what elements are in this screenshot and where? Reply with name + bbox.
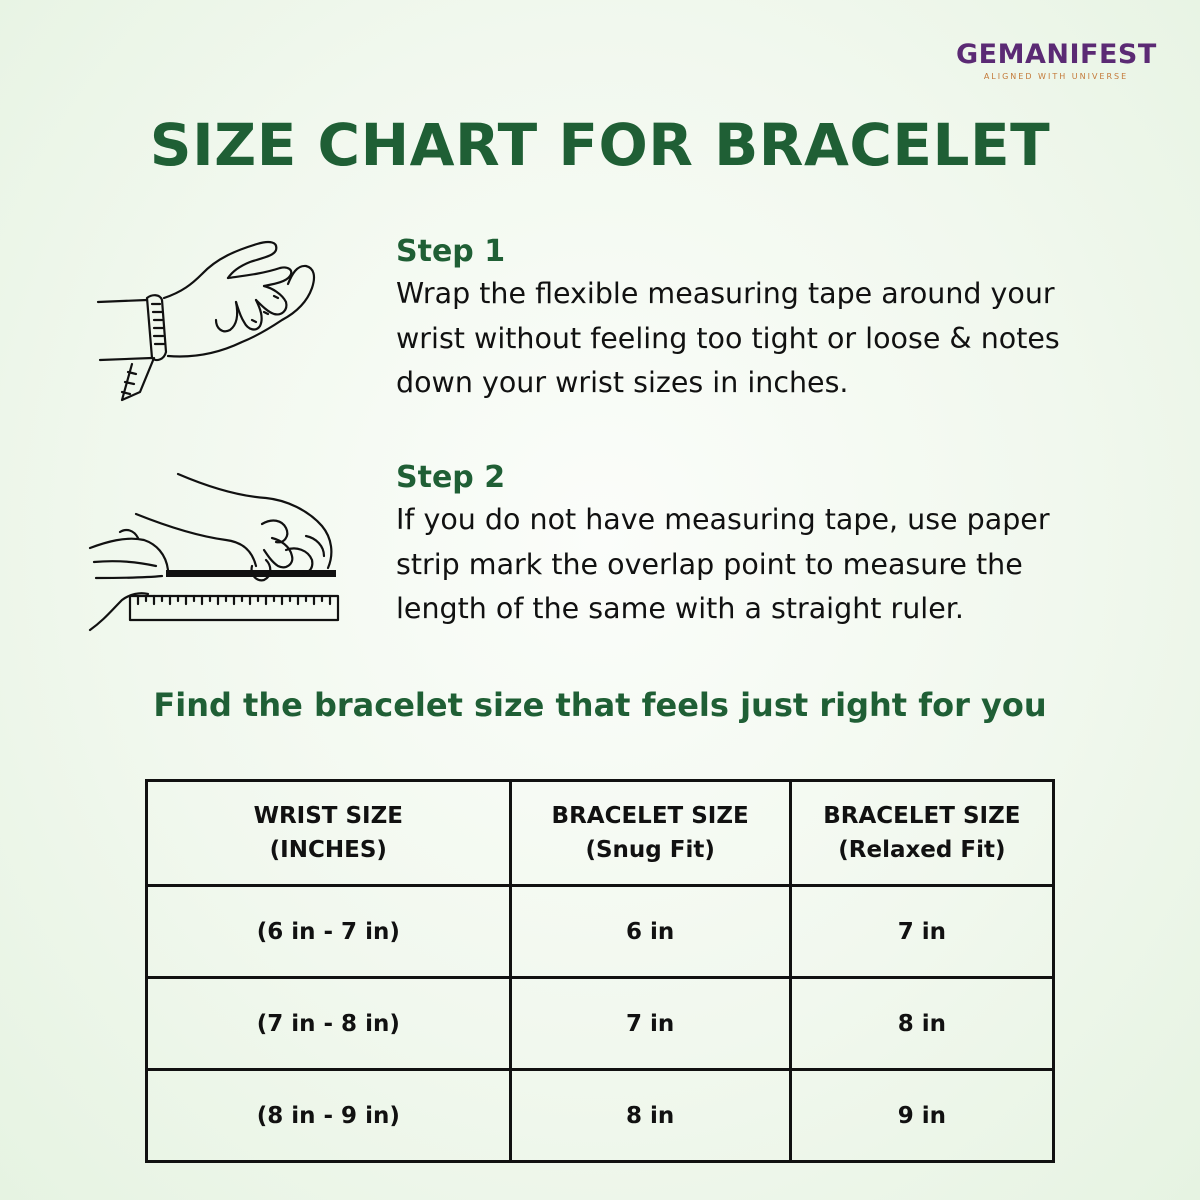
header-line: BRACELET SIZE bbox=[823, 803, 1021, 829]
step-2-text bbox=[396, 498, 1156, 632]
header-relaxed-fit bbox=[790, 781, 1053, 886]
hand-with-measuring-tape-icon bbox=[92, 232, 332, 407]
header-line: WRIST SIZE bbox=[253, 803, 403, 829]
wrist-size-cell: (7 in - 8 in) bbox=[147, 978, 511, 1070]
brand-name: GEMANIFEST bbox=[956, 39, 1157, 70]
step-2 bbox=[396, 458, 1156, 632]
relaxed-fit-cell: 8 in bbox=[790, 978, 1053, 1070]
wrist-size-cell: (6 in - 7 in) bbox=[147, 886, 511, 978]
brand-tagline: ALIGNED WITH UNIVERSE bbox=[983, 72, 1129, 81]
wrist-size-cell: (8 in - 9 in) bbox=[147, 1070, 511, 1162]
table-row bbox=[147, 1070, 1054, 1162]
step-1-title: Step 1 bbox=[396, 234, 506, 269]
step-2-title: Step 2 bbox=[396, 460, 506, 495]
size-chart-subtitle: Find the bracelet size that feels just right for you bbox=[153, 686, 1047, 724]
header-line: BRACELET SIZE bbox=[551, 803, 749, 829]
header-line: (Snug Fit) bbox=[585, 837, 715, 863]
step-2-line: If you do not have measuring tape, use paper bbox=[396, 503, 1050, 536]
size-chart-table bbox=[145, 779, 1055, 1163]
header-line: (INCHES) bbox=[269, 837, 387, 863]
snug-fit-cell: 8 in bbox=[510, 1070, 790, 1162]
step-1-line: Wrap the flexible measuring tape around your bbox=[396, 277, 1055, 310]
page-title: SIZE CHART FOR BRACELET bbox=[149, 111, 1051, 179]
snug-fit-cell: 7 in bbox=[510, 978, 790, 1070]
step-1 bbox=[396, 232, 1156, 406]
table-row bbox=[147, 978, 1054, 1070]
step-1-line: down your wrist sizes in inches. bbox=[396, 366, 849, 399]
step-1-text bbox=[396, 272, 1156, 406]
table-header-row bbox=[147, 781, 1054, 886]
brand-logo bbox=[956, 40, 1156, 81]
hands-with-paper-strip-and-ruler-icon bbox=[86, 470, 341, 635]
table-row bbox=[147, 886, 1054, 978]
header-wrist-size bbox=[147, 781, 511, 886]
step-1-line: wrist without feeling too tight or loose & notes bbox=[396, 321, 1060, 355]
relaxed-fit-cell: 9 in bbox=[790, 1070, 1053, 1162]
header-snug-fit bbox=[510, 781, 790, 886]
relaxed-fit-cell: 7 in bbox=[790, 886, 1053, 978]
header-line: (Relaxed Fit) bbox=[838, 837, 1006, 863]
step-2-line: strip mark the overlap point to measure the bbox=[396, 547, 1023, 581]
snug-fit-cell: 6 in bbox=[510, 886, 790, 978]
step-2-line: length of the same with a straight ruler. bbox=[396, 592, 964, 625]
